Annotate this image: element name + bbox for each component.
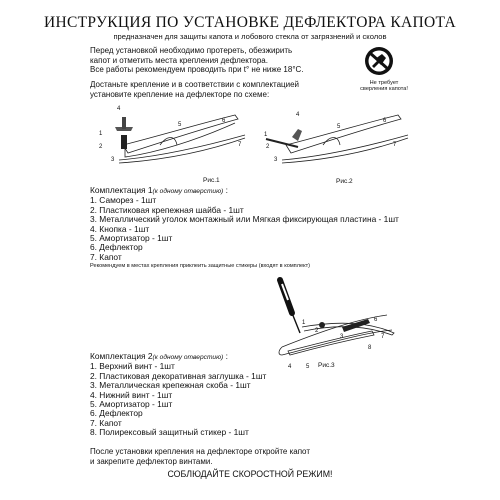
fig1-label: 7 (238, 142, 242, 148)
kit1-item: 1. Саморез - 1шт (90, 195, 157, 206)
page-subtitle: предназначен для защиты капота и лобового стекла от загрязнений и сколов (113, 32, 387, 41)
fig3-label: 2 (315, 328, 319, 334)
intro2-text (90, 80, 299, 99)
fig3-label: 3 (340, 334, 344, 340)
fig2-label: 1 (264, 132, 268, 138)
intro-text (90, 46, 304, 75)
intro-line: Перед установкой необходимо протереть, обезжирить (90, 46, 293, 55)
fig3-label: 7 (381, 334, 385, 340)
figure-1-diagram (95, 105, 255, 177)
fig2-label: 2 (266, 144, 270, 150)
fig3-label: 8 (368, 345, 372, 351)
fig1-caption: Рис.1 (203, 177, 220, 184)
fig2-caption: Рис.2 (336, 178, 353, 185)
kit2-heading-text: Комплектация 2 (90, 351, 153, 361)
no-drill-badge-text (356, 80, 412, 92)
fig3-label: 1 (302, 320, 306, 326)
no-drill-icon (364, 46, 394, 76)
kit1-block (90, 186, 399, 272)
badge-line: Не требует (369, 80, 399, 86)
kit1-note: Рекомендуем в местах крепления приклеить защитные стикеры (входят в комплект) (90, 263, 311, 270)
kit2-item: 4. Нижний винт - 1шт (90, 389, 173, 400)
kit2-block (90, 352, 266, 438)
intro2-line: установите крепление на дефлекторе по схеме: (90, 89, 270, 99)
speed-warning: СОБЛЮДАЙТЕ СКОРОСТНОЙ РЕЖИМ! (167, 469, 333, 479)
figure-3-diagram (262, 275, 402, 370)
figure-2-diagram (258, 105, 418, 177)
fig1-label: 3 (111, 157, 115, 163)
kit1-item: 6. Дефлектор (90, 242, 143, 253)
fig3-label: 4 (288, 364, 292, 370)
kit1-item: 4. Кнопка - 1шт (90, 223, 150, 234)
after-line: и закрепите дефлектор винтами. (90, 456, 213, 466)
kit1-item: 5. Амортизатор - 1шт (90, 233, 173, 244)
fig1-label: 6 (222, 118, 226, 124)
kit1-item: 3. Металлический уголок монтажный или Мягкая фиксирующая пластина - 1шт (90, 214, 399, 225)
fig2-label: 5 (337, 124, 341, 130)
kit2-item: 1. Верхний винт - 1шт (90, 361, 175, 372)
page-title: ИНСТРУКЦИЯ ПО УСТАНОВКЕ ДЕФЛЕКТОРА КАПОТА (44, 14, 456, 31)
intro2-line: Достаньте крепление и в соответствии с комплектацией (90, 80, 300, 89)
kit2-item: 8. Полирексовый защитный стикер - 1шт (90, 427, 249, 438)
fig3-caption: Рис.3 (318, 362, 335, 369)
kit1-item: 2. Пластиковая крепежная шайба - 1шт (90, 204, 244, 215)
fig1-label: 5 (178, 122, 182, 128)
kit1-item: 7. Капот (90, 251, 122, 262)
kit2-item: 5. Амортизатор - 1шт (90, 399, 173, 410)
kit2-heading-end: : (223, 351, 228, 361)
fig2-label: 3 (274, 157, 278, 163)
kit1-heading-end: : (223, 185, 228, 195)
fig1-label: 2 (99, 144, 103, 150)
kit2-item: 6. Дефлектор (90, 408, 143, 419)
intro-line: Все работы рекомендуем проводить при t° не ниже 18°С. (90, 65, 304, 75)
fig1-label: 1 (99, 131, 103, 137)
intro-line: капот и отметить места крепления дефлектора. (90, 55, 268, 65)
badge-line: сверления капота! (360, 86, 408, 92)
fig1-label: 4 (117, 106, 121, 112)
kit2-item: 3. Металлическая крепежная скоба - 1шт (90, 380, 251, 391)
fig2-label: 6 (383, 118, 387, 124)
fig3-label: 5 (306, 364, 310, 370)
kit2-item: 2. Пластиковая декоративная заглушка - 1шт (90, 370, 267, 381)
after-line: После установки крепления на дефлекторе откройте капот (90, 447, 310, 456)
after-install-text (90, 447, 310, 466)
fig2-label: 7 (393, 142, 397, 148)
kit2-heading-note: (к одному отверстию) (152, 354, 224, 361)
fig2-label: 4 (296, 112, 300, 118)
kit1-heading-note: (к одному отверстию) (152, 188, 224, 195)
kit1-heading-text: Комплектация 1 (90, 185, 153, 195)
fig3-label: 6 (374, 317, 378, 323)
kit2-item: 7. Капот (90, 417, 122, 428)
